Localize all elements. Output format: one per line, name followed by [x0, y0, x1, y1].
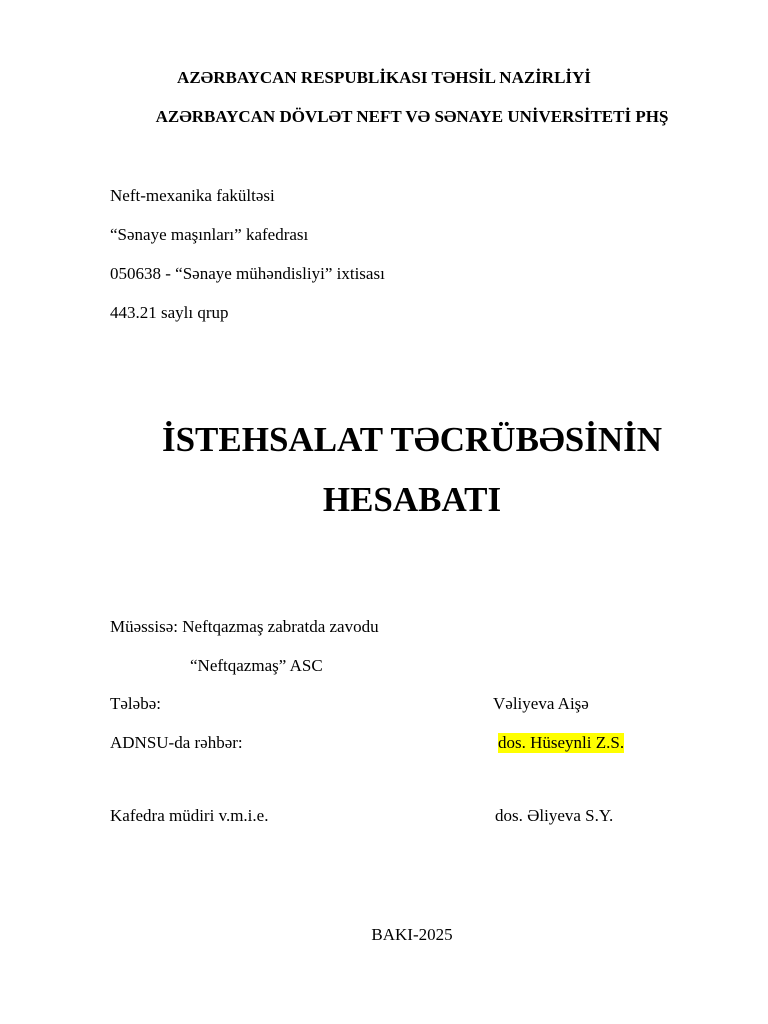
institution-continuation: “Neftqazmaş” ASC: [190, 656, 323, 675]
supervisor-name: dos. Hüseynli Z.S.: [498, 733, 625, 752]
city-year: BAKI-2025: [371, 925, 453, 944]
ministry-heading: AZƏRBAYCAN RESPUBLİKASI TƏHSİL NAZİRLİYİ: [177, 68, 591, 87]
group-line: 443.21 saylı qrup: [110, 303, 229, 322]
report-title-line1: İSTEHSALAT TƏCRÜBƏSİNİN: [161, 420, 663, 459]
student-label: Tələbə:: [110, 694, 161, 713]
institution-line: Müəssisə: Neftqazmaş zabratda zavodu: [110, 617, 379, 636]
supervisor-label: ADNSU-da rəhbər:: [110, 733, 243, 752]
department-line: “Sənaye maşınları” kafedrası: [110, 225, 309, 244]
faculty-line: Neft-mexanika fakültəsi: [110, 186, 275, 205]
department-head-name: dos. Əliyeva S.Y.: [495, 806, 614, 825]
university-heading: AZƏRBAYCAN DÖVLƏT NEFT VƏ SƏNAYE UNİVERSİTETİ PHŞ: [155, 107, 669, 126]
report-title-line2: HESABATI: [322, 480, 502, 519]
specialty-line: 050638 - “Sənaye mühəndisliyi” ixtisası: [110, 264, 385, 283]
student-name: Vəliyeva Aişə: [493, 694, 589, 713]
department-head-label: Kafedra müdiri v.m.i.e.: [110, 806, 269, 825]
